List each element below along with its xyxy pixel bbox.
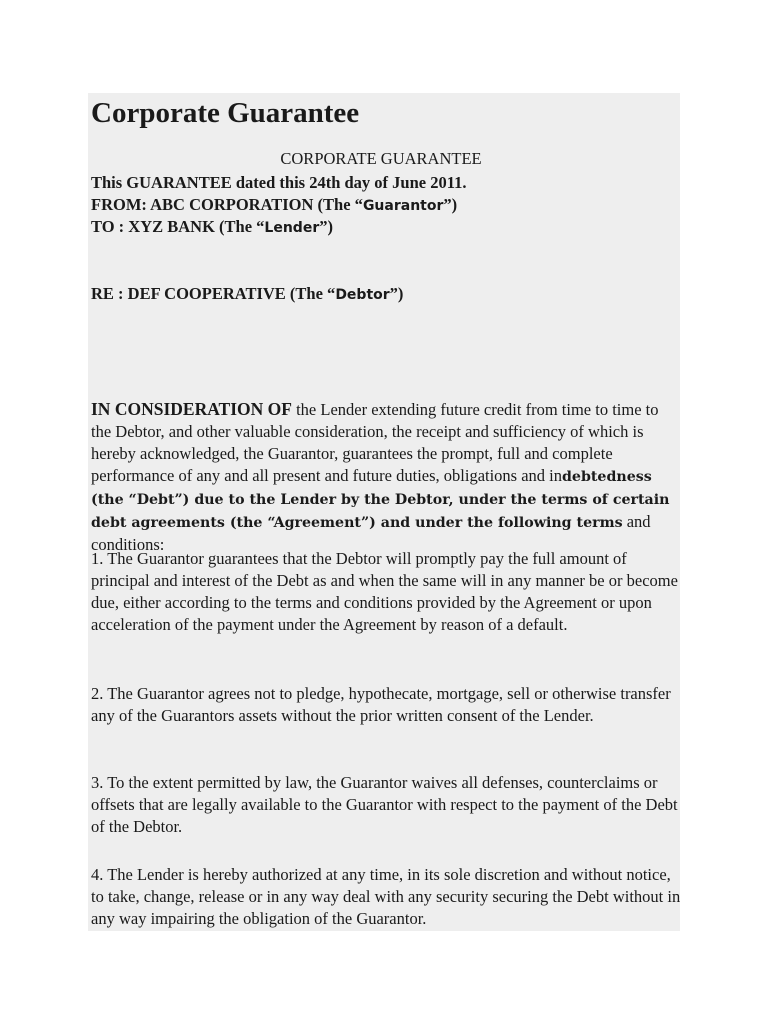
clause-1-text: 1. The Guarantor guarantees that the Debtor will promptly pay the full amount of principal and interest of the Debt as and when the same will in any manner be or become due, either according to the terms and conditions provided by the Agreement or upon acceleration of the payment under the Agreement by reason of a default. [91, 549, 678, 634]
clause-1 [91, 548, 681, 636]
document-subheading: CORPORATE GUARANTEE [280, 149, 482, 168]
document-title: Corporate Guarantee [91, 97, 360, 129]
to-role: Lender [264, 220, 320, 236]
clause-2-text: 2. The Guarantor agrees not to pledge, hypothecate, mortgage, sell or otherwise transfer any of the Guarantors assets without the prior written consent of the Lender. [91, 684, 671, 725]
from-suffix: ”) [443, 195, 458, 214]
clause-2 [91, 683, 681, 727]
from-prefix: FROM: ABC CORPORATION (The “ [91, 195, 363, 214]
to-suffix: ”) [319, 217, 333, 236]
re-role: Debtor [335, 287, 390, 303]
consideration-text-2: and conditions: [91, 512, 651, 554]
clause-4-text: 4. The Lender is hereby authorized at any time, in its sole discretion and without notice, to take, change, release or in any way deal with any security securing the Debt without in any way impairing the obligation of the Guarantor. [91, 865, 681, 928]
clause-4 [91, 864, 681, 930]
re-line [91, 284, 403, 304]
dated-line: This GUARANTEE dated this 24th day of June 2011. [91, 173, 467, 192]
from-role: Guarantor [362, 198, 444, 214]
consideration-paragraph [91, 398, 681, 556]
to-line [91, 217, 333, 237]
document-panel [88, 93, 680, 931]
re-suffix: ”) [389, 284, 404, 303]
consideration-text-1: the Lender extending future credit from time to time to the Debtor, and other valuable consideration, the receipt and sufficiency of which is hereby acknowledged, the Guarantor, guarantees the prompt, full and complete performance of any and all present and future duties, obligations and in [91, 400, 659, 485]
to-prefix: TO : XYZ BANK (The “ [91, 217, 265, 236]
clause-3 [91, 772, 681, 838]
consideration-bold-run: debtedness (the “Debt”) due to the Lender by the Debtor, under the terms of certain debt agreements (the “Agreement”) and under the following terms [91, 469, 670, 531]
re-prefix: RE : DEF COOPERATIVE (The “ [91, 284, 336, 303]
clause-3-text: 3. To the extent permitted by law, the Guarantor waives all defenses, counterclaims or offsets that are legally available to the Guarantor with respect to the payment of the Debt of the Debtor. [91, 773, 678, 836]
from-line [91, 195, 457, 215]
consideration-lead: IN CONSIDERATION OF [91, 399, 292, 419]
